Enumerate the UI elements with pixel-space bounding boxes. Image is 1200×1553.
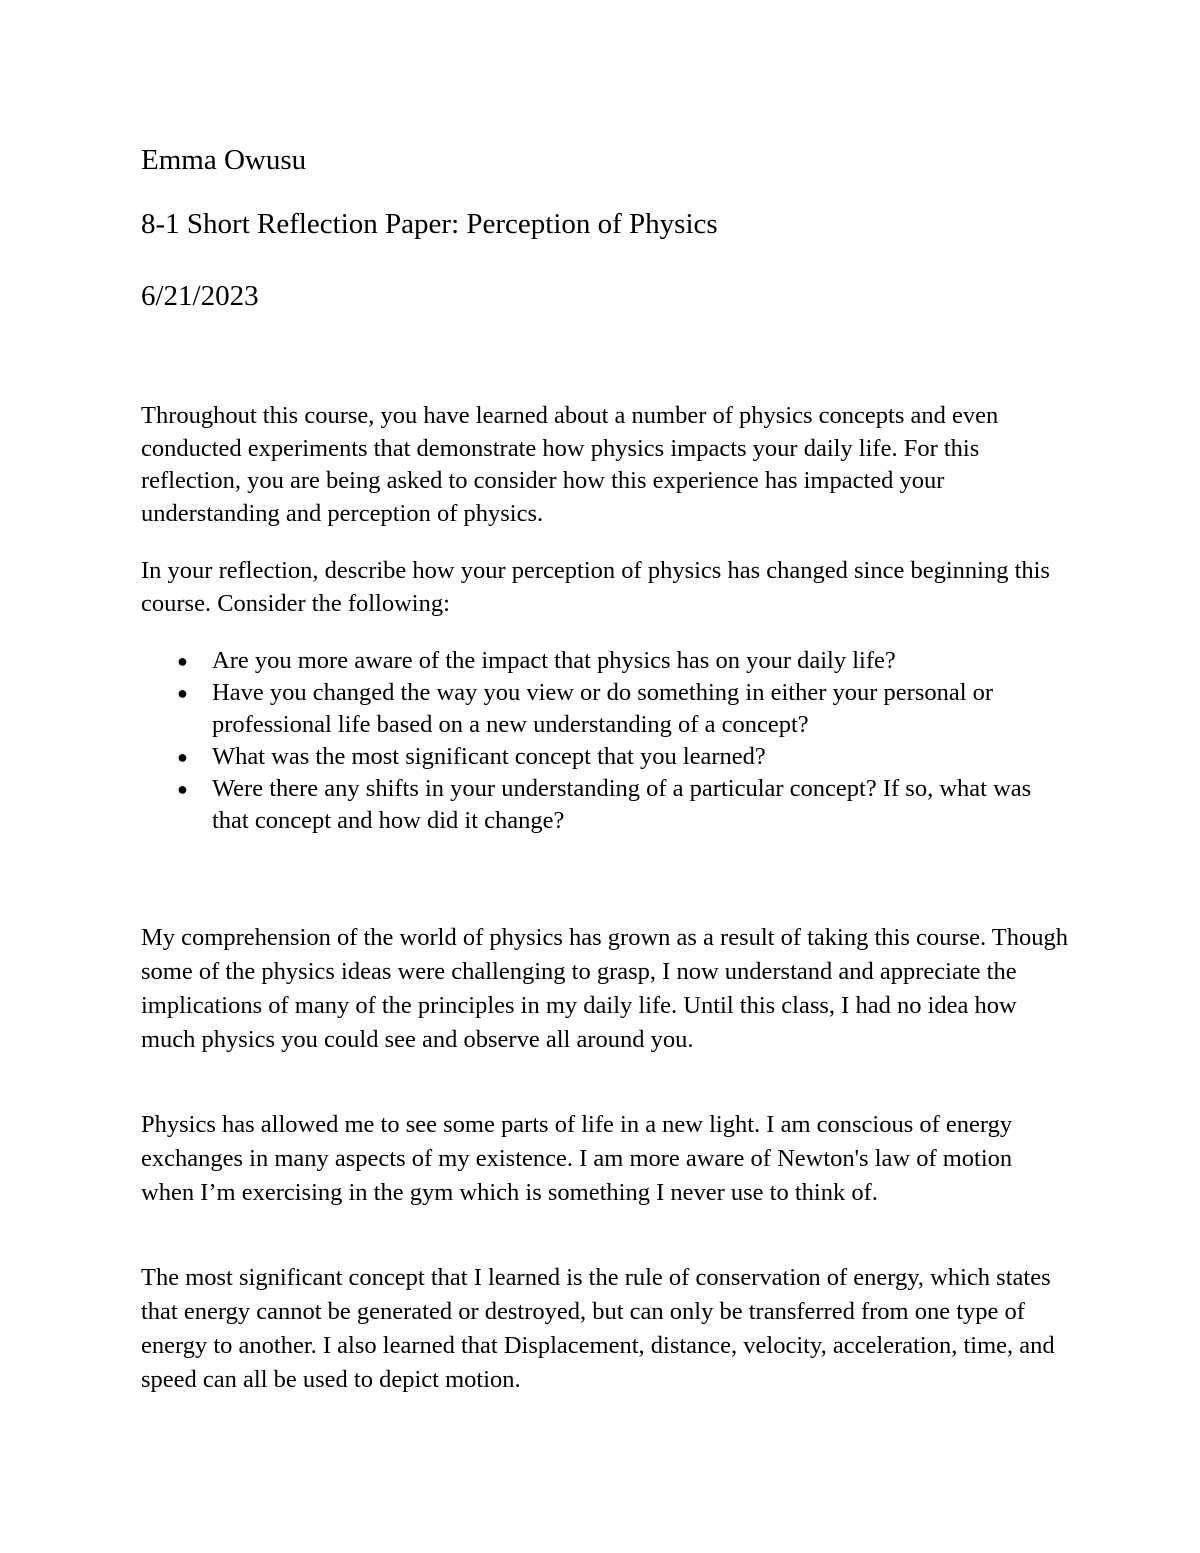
- response-paragraph: [141, 921, 1071, 1057]
- prompt-intro: [141, 400, 1071, 530]
- bullet-icon: ●: [177, 683, 188, 703]
- bullet-text: Are you more aware of the impact that physics has on your daily life?: [212, 647, 896, 674]
- bullet-icon: ●: [177, 747, 188, 767]
- bullet-icon: ●: [177, 779, 188, 799]
- prompt-intro-text: Throughout this course, you have learned about a number of physics concepts and even conducted experiments that demonstrate how physics impacts your daily life. For this reflection, you are being asked to consider how this experience has impacted your understanding and perception of physics.: [141, 402, 999, 527]
- list-item: [141, 645, 1071, 677]
- response-paragraph: [141, 1261, 1071, 1397]
- response-paragraph-text: My comprehension of the world of physics has grown as a result of taking this course. Though some of the physics ideas were challenging to grasp, I now understand and appreciate the implications of many of the principles in my daily life. Until this class, I had no idea how much physics you could see and observe all around you.: [141, 924, 1068, 1053]
- bullet-text: Were there any shifts in your understanding of a particular concept? If so, what was that concept and how did it change?: [212, 775, 1032, 834]
- bullet-text: Have you changed the way you view or do something in either your personal or professional life based on a new understanding of a concept?: [212, 679, 994, 738]
- list-item: [141, 677, 1071, 741]
- list-item: [141, 741, 1071, 773]
- paper-date: 6/21/2023: [141, 280, 259, 312]
- list-item: [141, 773, 1071, 837]
- response-paragraph-text: Physics has allowed me to see some parts of life in a new light. I am conscious of energy exchanges in many aspects of my existence. I am more aware of Newton's law of motion when I’m exercising in the gym which is something I never use to think of.: [141, 1111, 1013, 1206]
- response-paragraph-text: The most significant concept that I learned is the rule of conservation of energy, which states that energy cannot be generated or destroyed, but can only be transferred from one type of energy to another. I also learned that Displacement, distance, velocity, acceleration, time, and speed can all be used to depict motion.: [141, 1264, 1055, 1393]
- author-name: Emma Owusu: [141, 144, 307, 176]
- bullet-text: What was the most significant concept that you learned?: [212, 743, 766, 770]
- bullet-icon: ●: [177, 651, 188, 671]
- paper-title: 8-1 Short Reflection Paper: Perception of Physics: [141, 208, 718, 240]
- response-paragraph: [141, 1108, 1071, 1210]
- prompt-bullet-list: [141, 645, 1071, 837]
- prompt-instruction: [141, 555, 1071, 620]
- prompt-instruction-text: In your reflection, describe how your perception of physics has changed since beginning this course. Consider the following:: [141, 557, 1050, 617]
